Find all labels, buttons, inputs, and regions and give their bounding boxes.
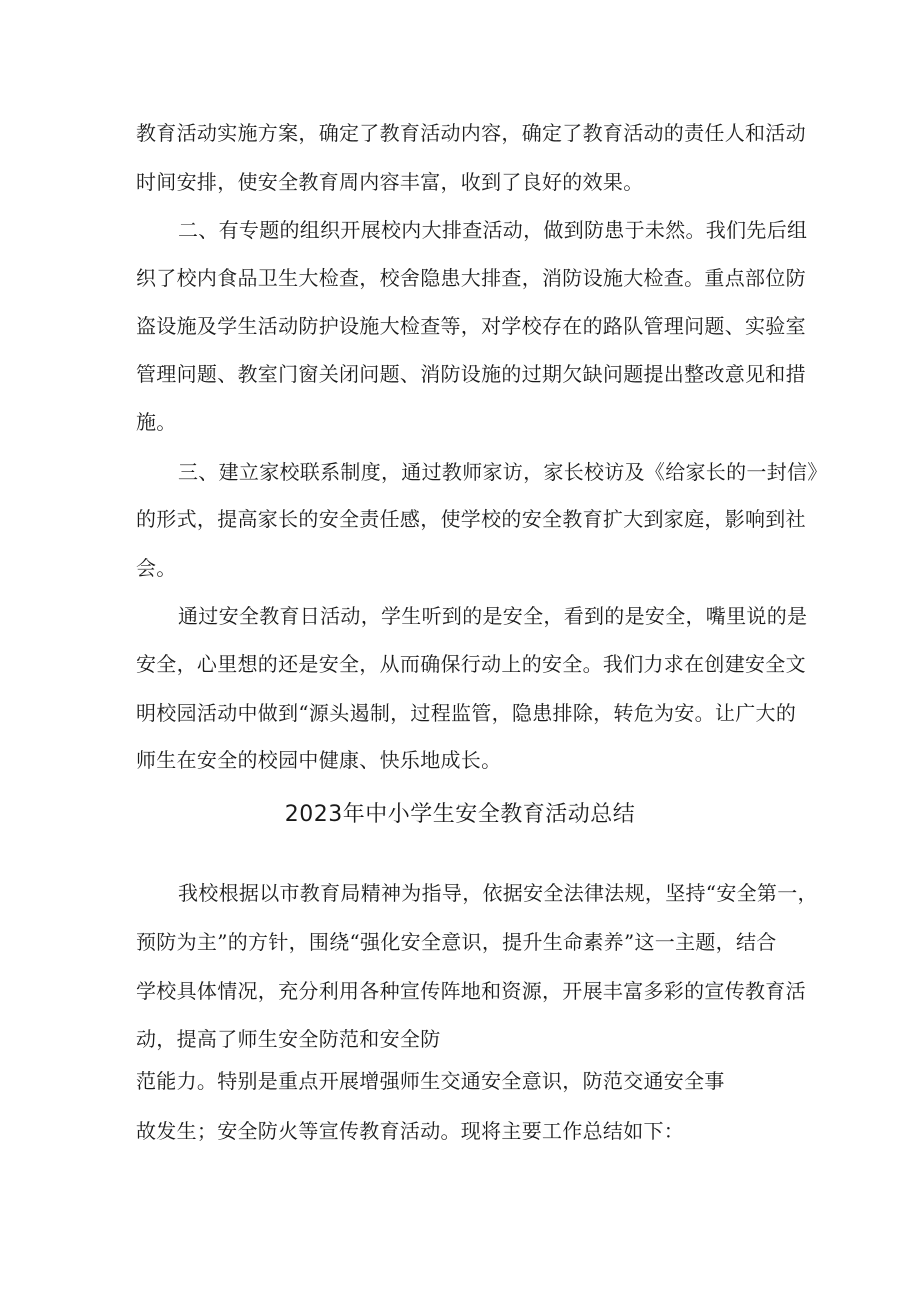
paragraph-4-line-2: 安全，心里想的还是安全，从而确保行动上的安全。我们力求在创建安全文 (136, 652, 806, 676)
paragraph-4-line-3: 明校园活动中做到“源头遏制，过程监管，隐患排除，转危为安。让广大的 (136, 701, 797, 725)
paragraph-2-line-2: 织了校内食品卫生大检查，校舍隐患大排查，消防设施大检查。重点部位防 (136, 266, 806, 290)
paragraph-2-line-5: 施。 (136, 410, 177, 434)
paragraph-3-line-1: 三、建立家校联系制度，通过教师家访，家长校访及《给家长的一封信》 (178, 460, 828, 484)
paragraph-5-line-3: 学校具体情况，充分利用各种宣传阵地和资源，开展丰富多彩的宣传教育活 (136, 979, 806, 1003)
paragraph-3-line-3: 会。 (136, 556, 177, 580)
paragraph-2-line-4: 管理问题、教室门窗关闭问题、消防设施的过期欠缺问题提出整改意见和措 (136, 362, 806, 386)
paragraph-5-line-5: 范能力。特别是重点开展增强师生交通安全意识，防范交通安全事 (136, 1069, 725, 1093)
paragraph-2-line-1: 二、有专题的组织开展校内大排查活动，做到防患于未然。我们先后组 (178, 218, 808, 242)
document-title: 2023年中小学生安全教育活动总结 (284, 802, 636, 827)
paragraph-2-line-3: 盗设施及学生活动防护设施大检查等，对学校存在的路队管理问题、实验室 (136, 314, 806, 338)
paragraph-4-line-4: 师生在安全的校园中健康、快乐地成长。 (136, 748, 502, 772)
paragraph-1-line-2: 时间安排，使安全教育周内容丰富，收到了良好的效果。 (136, 170, 644, 194)
paragraph-1-line-1: 教育活动实施方案，确定了教育活动内容，确定了教育活动的责任人和活动 (136, 121, 806, 145)
paragraph-4-line-1: 通过安全教育日活动，学生听到的是安全，看到的是安全，嘴里说的是 (178, 604, 808, 628)
paragraph-5-line-1: 我校根据以市教育局精神为指导，依据安全法律法规，坚持“安全第一， (178, 881, 818, 905)
paragraph-5-line-2: 预防为主”的方针，围绕“强化安全意识，提升生命素养”这一主题，结合 (136, 930, 777, 954)
paragraph-5-line-6: 故发生；安全防火等宣传教育活动。现将主要工作总结如下： (136, 1119, 685, 1143)
paragraph-3-line-2: 的形式，提高家长的安全责任感，使学校的安全教育扩大到家庭，影响到社 (136, 507, 806, 531)
paragraph-5-line-4: 动，提高了师生安全防范和安全防 (136, 1027, 441, 1051)
